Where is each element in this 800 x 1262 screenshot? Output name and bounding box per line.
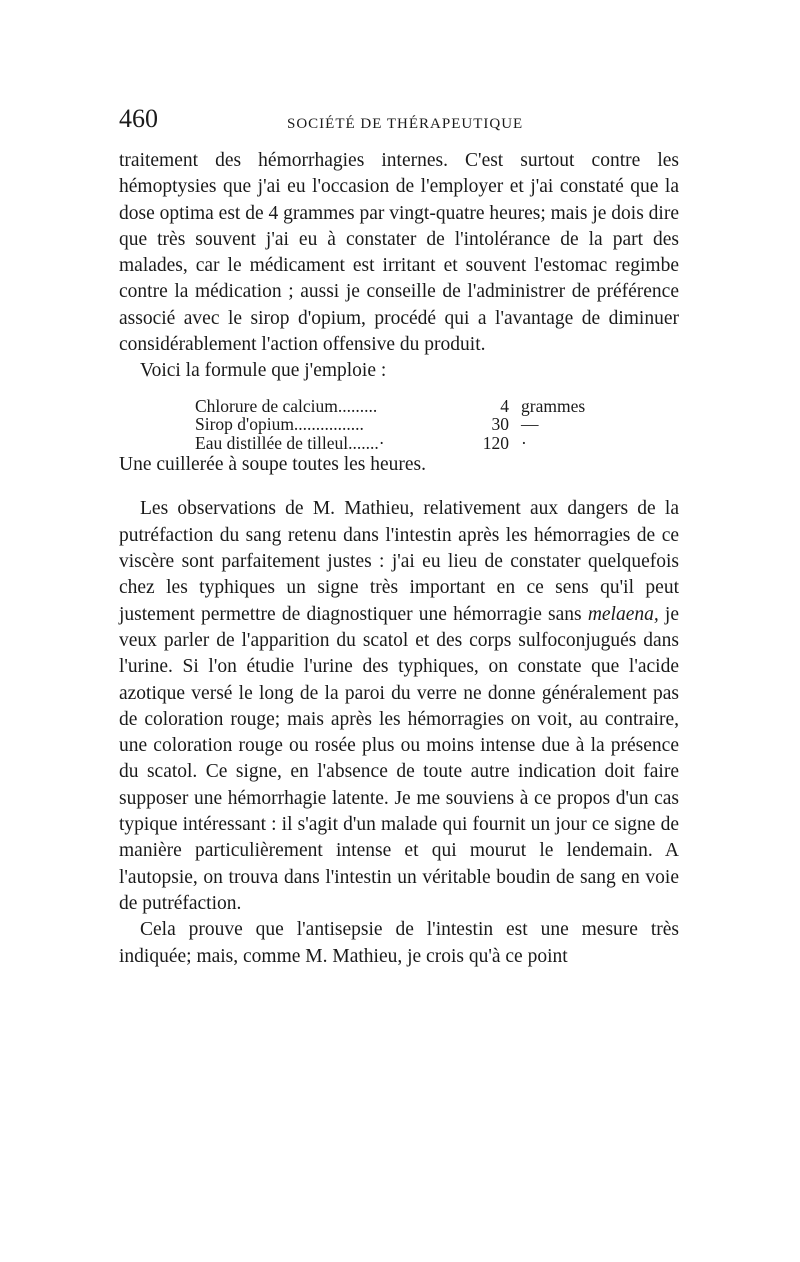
paragraph-gap bbox=[119, 478, 679, 496]
ingredient-unit: grammes bbox=[521, 395, 586, 416]
formula-row bbox=[195, 434, 679, 453]
dosage-instruction: Une cuillerée à soupe toutes les heures. bbox=[119, 454, 427, 476]
ingredient-unit: — bbox=[521, 414, 539, 435]
observations-text-end: je veux parler de l'apparition du scatol et des corps sulfoconjugués dans l'urine. Si l'on étudie l'urine des typhiques, on constate que l'acide azotique versé le long de la paroi du verre ne donne généralement pas de coloration rouge; mais après les hémorragies on voit, au contraire, une coloration rouge ou rosée plus ou moins intense due à la présence du scatol. Ce signe, en l'absence de toute autre indication doit faire supposer une hémorrhagie latente. Je me souviens à ce propos d'un cas typique intéressant : il s'agit d'un malade qui fournit un jour ce signe de manière particulièrement intense et qui mourut le lendemain. A l'autopsie, on trouva dans l'intestin un véritable boudin de sang en voie de putréfaction. bbox=[119, 603, 679, 914]
formula-row bbox=[195, 415, 679, 434]
paragraph-conclusion: Cela prouve que l'antisepsie de l'intestin est une mesure très indiquée; mais, comme M. Mathieu, je crois qu'à ce point bbox=[119, 919, 679, 967]
formula-table bbox=[195, 397, 679, 453]
formula-row bbox=[195, 397, 679, 416]
ingredient-name: Eau distillée de tilleul.......· bbox=[195, 432, 385, 453]
ingredient-quantity: 30 bbox=[491, 414, 509, 435]
emphasized-term: melaena, bbox=[587, 603, 659, 625]
page-number: 460 bbox=[119, 104, 158, 133]
formula-intro: Voici la formule que j'emploie : bbox=[140, 360, 387, 382]
page-header bbox=[119, 104, 679, 138]
paragraph-observations bbox=[119, 496, 679, 917]
paragraph-continued: traitement des hémorrhagies internes. C'est surtout contre les hémoptysies que j'ai eu l'occasion de l'employer et j'ai constaté que la dose optima est de 4 grammes par vingt-quatre heures; mais je dois dire que très souvent j'ai eu à constater de l'intolérance de la part des malades, car le médicament est irritant et souvent l'estomac regimbe contre la médication ; aussi je conseille de l'administrer de préférence associé avec le sirop d'opium, procédé qui a l'avantage de diminuer considérablement l'action offensive du produit. bbox=[119, 150, 679, 356]
ingredient-quantity: 4 bbox=[500, 395, 509, 416]
running-title: SOCIÉTÉ DE THÉRAPEUTIQUE bbox=[287, 116, 524, 132]
body-text bbox=[119, 148, 679, 970]
ingredient-unit: · bbox=[521, 432, 527, 453]
ingredient-name: Sirop d'opium................ bbox=[195, 414, 364, 435]
ingredient-quantity: 120 bbox=[482, 432, 509, 453]
ingredient-name: Chlorure de calcium......... bbox=[195, 395, 378, 416]
observations-text-start: Les observations de M. Mathieu, relativement aux dangers de la putréfaction du sang retenu dans l'intestin après les hémorragies de ce viscère sont parfaitement justes : j'ai eu lieu de constater quelquefois chez les typhiques un signe très important en ce sens qu'il peut justement permettre de diagnostiquer une hémorragie sans bbox=[119, 498, 679, 625]
